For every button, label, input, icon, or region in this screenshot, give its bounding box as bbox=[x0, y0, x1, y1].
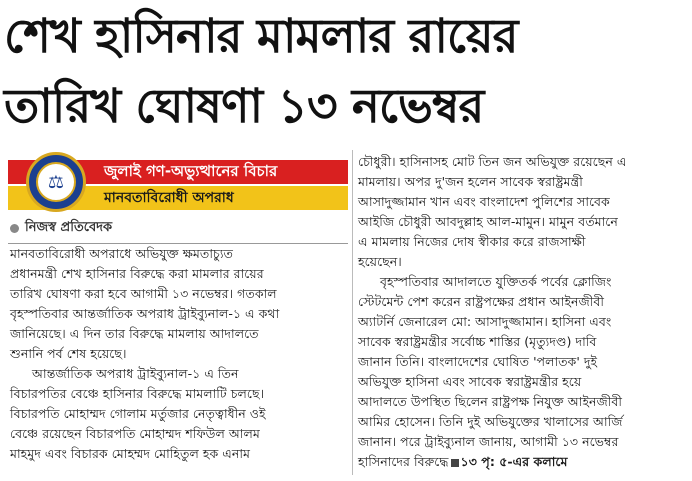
scales-of-justice-icon: ⚖ bbox=[36, 162, 76, 202]
continuation-jump[interactable]: ১৩ পৃ: ৫-এর কলামে bbox=[460, 454, 568, 469]
category-top-label: জুলাই গণ-অভ্যুত্থানের বিচার bbox=[104, 161, 278, 180]
article-column-right bbox=[358, 152, 684, 472]
byline bbox=[10, 218, 112, 239]
category-bottom-label: মানবতাবিরোধী অপরাধ bbox=[104, 190, 234, 206]
tribunal-seal-icon bbox=[26, 152, 86, 212]
byline-text: নিজস্ব প্রতিবেদক bbox=[25, 220, 113, 235]
paragraph-2: আন্তর্জাতিক অপরাধ ট্রাইব্যুনাল-১ এ তিন বিচারপতির বেঞ্চে হাসিনার বিরুদ্ধে মামলাটি চলছে। বিচারপতি মোহাম্মদ গোলাম মর্তুজার নেতৃত্বাধীন ওই বেঞ্চে রয়েছেন বিচারপতি মোহাম্মদ শফিউল আলম মাহমুদ এবং বিচারক মোহম্মদ মোহিতুল হক এনাম bbox=[10, 366, 266, 461]
category-label bbox=[8, 152, 348, 212]
article-column-left bbox=[10, 244, 346, 464]
column-divider bbox=[352, 150, 353, 475]
headline bbox=[4, 2, 688, 142]
paragraph-4-text: বৃহস্পতিবার আদালতে যুক্তিতর্ক পর্বের ক্লোজিং স্টেটমেন্ট পেশ করেন রাষ্ট্রপক্ষের প্রধান আইনজীবী অ্যাটর্নি জেনারেল মো: আসাদুজ্জামান। হাসিনা এবং সাবেক স্বরাষ্ট্রমন্ত্রীর সর্বোচ্চ শাস্তির (মৃত্যুদণ্ড) দাবি জানান তিনি। বাংলাদেশের ঘোষিত 'পলাতক' দুই অভিযুক্ত হাসিনা এবং সাবেক স্বরাষ্ট্রমন্ত্রীর হয়ে আদালতে উপস্থিত ছিলেন রাষ্ট্রপক্ষ নিযুক্ত আইনজীবী আমির হোসেন। তিনি দুই অভিযুক্তের খালাসের আর্জি জানান। পরে ট্রাইব্যুনাল জানায়, আগামী ১৩ নভেম্বর হাসিনাদের বিরুদ্ধে bbox=[358, 274, 623, 469]
paragraph-3: চৌধুরী। হাসিনাসহ মোট তিন জন অভিযুক্ত রয়েছেন এ মামলায়। অপর দু'জন হলেন সাবেক স্বরাষ্ট্রমন্ত্রী আসাদুজ্জামান খান এবং বাংলাদেশ পুলিশের সাবেক আইজি চৌধুরী আবদুল্লাহ আল-মামুন। মামুন বর্তমানে এ মামলায় নিজের দোষ স্বীকার করে রাজসাক্ষী হয়েছেন। bbox=[358, 154, 627, 269]
continuation-square-icon bbox=[451, 459, 459, 467]
headline-line-2: তারিখ ঘোষণা ১৩ নভেম্বর bbox=[4, 79, 484, 134]
paragraph-1: মানবতাবিরোধী অপরাধে অভিযুক্ত ক্ষমতাচ্যুত প্রধানমন্ত্রী শেখ হাসিনার বিরুদ্ধে করা মামলার রায়ের তারিখ ঘোষণা করা হবে আগামী ১৩ নভেম্বর। গতকাল বৃহস্পতিবার আন্তর্জাতিক অপরাধ ট্রাইব্যুনাল-১ এ কথা জানিয়েছে। এ দিন তার বিরুদ্ধে মামলায় আদালতে শুনানি পর্ব শেষ হয়েছে। bbox=[10, 246, 280, 361]
headline-line-1: শেখ হাসিনার মামলার রায়ের bbox=[4, 9, 518, 64]
paragraph-4 bbox=[358, 272, 684, 472]
bullet-icon bbox=[10, 224, 19, 233]
